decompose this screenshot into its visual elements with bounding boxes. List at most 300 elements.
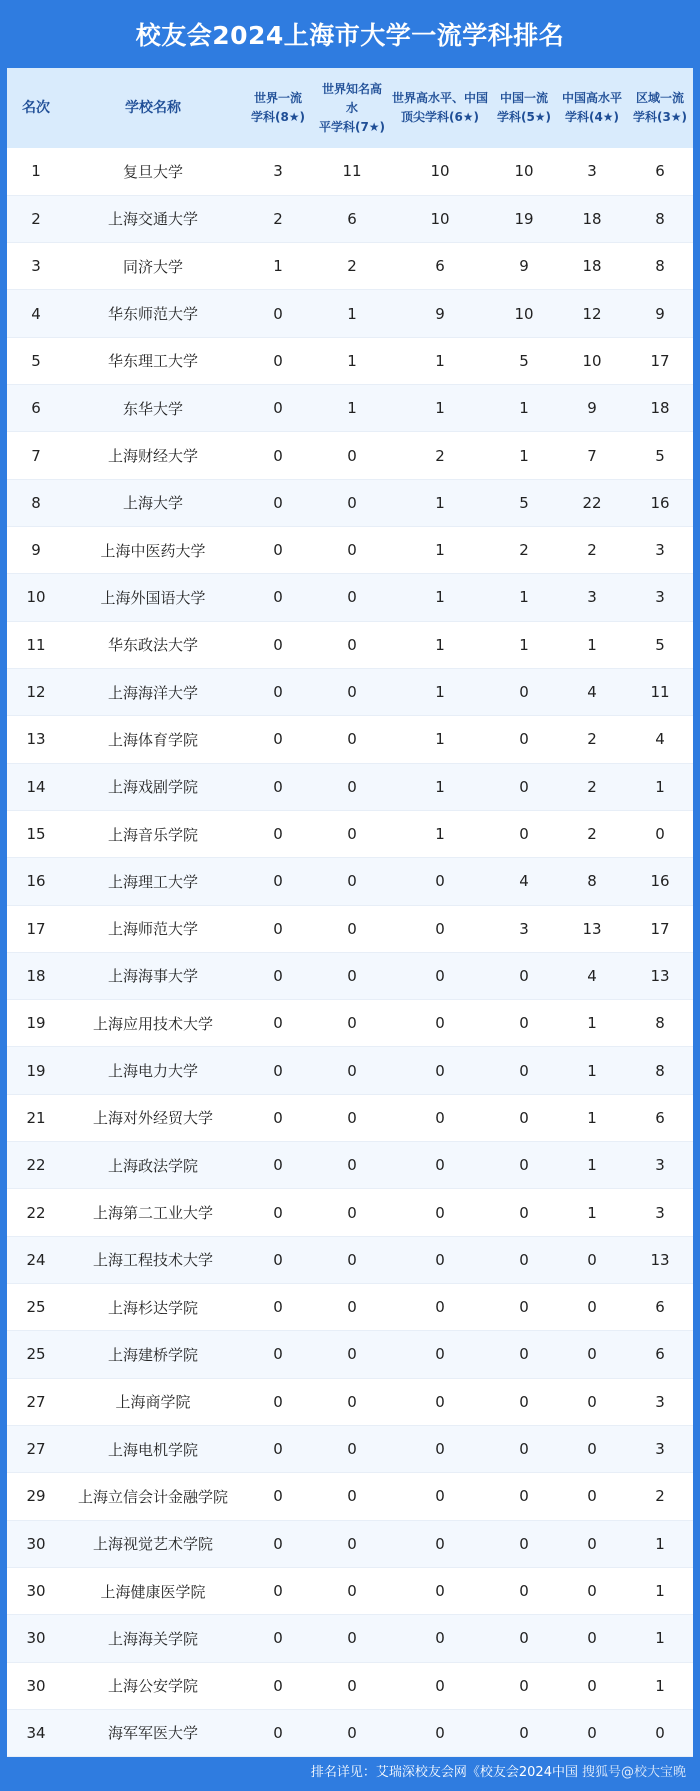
world-renowned-cell: 0 — [315, 668, 389, 715]
china-first-class-cell: 0 — [491, 1615, 557, 1662]
rank-cell: 19 — [7, 1000, 65, 1047]
world-high-level-cell: 1 — [389, 763, 491, 810]
footer-text: 排名详见：艾瑞深校友会网《校友会2024中国 — [310, 1765, 578, 1780]
table-row — [7, 1236, 693, 1283]
rank-cell: 14 — [7, 763, 65, 810]
china-high-level-cell: 1 — [557, 1142, 627, 1189]
world-renowned-cell: 0 — [315, 432, 389, 479]
school-name-cell: 上海音乐学院 — [65, 810, 241, 857]
rank-cell: 4 — [7, 290, 65, 337]
page-title: 校友会2024上海市大学一流学科排名 — [135, 21, 565, 50]
china-high-level-cell: 12 — [557, 290, 627, 337]
world-high-level-cell: 0 — [389, 1000, 491, 1047]
regional-first-class-cell: 0 — [627, 1709, 693, 1756]
school-name-cell: 上海理工大学 — [65, 858, 241, 905]
world-high-level-cell: 0 — [389, 1709, 491, 1756]
school-name-cell: 复旦大学 — [65, 148, 241, 195]
table-row — [7, 1520, 693, 1567]
china-high-level-cell: 0 — [557, 1662, 627, 1709]
china-high-level-cell: 13 — [557, 905, 627, 952]
world-high-level-cell: 0 — [389, 858, 491, 905]
school-name-cell: 上海政法学院 — [65, 1142, 241, 1189]
world-renowned-cell: 0 — [315, 479, 389, 526]
world-renowned-cell: 0 — [315, 1520, 389, 1567]
table-row — [7, 1142, 693, 1189]
china-high-level-cell: 1 — [557, 1047, 627, 1094]
table-row — [7, 574, 693, 621]
regional-first-class-cell: 6 — [627, 1094, 693, 1141]
world-renowned-cell: 0 — [315, 1425, 389, 1472]
school-name-cell: 上海交通大学 — [65, 195, 241, 242]
world-first-class-cell: 3 — [241, 148, 315, 195]
world-renowned-cell: 0 — [315, 905, 389, 952]
china-first-class-cell: 0 — [491, 716, 557, 763]
china-high-level-cell: 1 — [557, 1094, 627, 1141]
world-high-level-cell: 0 — [389, 1189, 491, 1236]
china-first-class-cell: 3 — [491, 905, 557, 952]
world-first-class-cell: 0 — [241, 1142, 315, 1189]
regional-first-class-cell: 1 — [627, 1567, 693, 1614]
table-row — [7, 1567, 693, 1614]
world-first-class-cell: 0 — [241, 1000, 315, 1047]
regional-first-class-cell: 17 — [627, 905, 693, 952]
school-name-cell: 同济大学 — [65, 243, 241, 290]
table-row — [7, 1189, 693, 1236]
school-name-cell: 上海公安学院 — [65, 1662, 241, 1709]
world-first-class-cell: 0 — [241, 905, 315, 952]
world-renowned-cell: 1 — [315, 290, 389, 337]
china-first-class-cell: 0 — [491, 810, 557, 857]
china-high-level-cell: 18 — [557, 243, 627, 290]
rank-cell: 30 — [7, 1520, 65, 1567]
world-first-class-cell: 0 — [241, 621, 315, 668]
world-renowned-cell: 0 — [315, 1047, 389, 1094]
regional-first-class-cell: 1 — [627, 1662, 693, 1709]
world-high-level-cell: 1 — [389, 716, 491, 763]
china-high-level-cell: 0 — [557, 1425, 627, 1472]
regional-first-class-cell: 3 — [627, 527, 693, 574]
regional-first-class-cell: 4 — [627, 716, 693, 763]
world-high-level-cell: 6 — [389, 243, 491, 290]
table-row — [7, 432, 693, 479]
world-renowned-cell: 0 — [315, 810, 389, 857]
world-first-class-cell: 0 — [241, 810, 315, 857]
world-high-level-cell: 0 — [389, 952, 491, 999]
header-world-renowned: 世界知名高水 平学科(7★) — [318, 81, 386, 134]
world-first-class-cell: 0 — [241, 1331, 315, 1378]
header-china-high-level: 中国高水平 学科(4★) — [561, 91, 622, 124]
china-high-level-cell: 3 — [557, 574, 627, 621]
world-high-level-cell: 0 — [389, 1662, 491, 1709]
regional-first-class-cell: 13 — [627, 1236, 693, 1283]
world-high-level-cell: 1 — [389, 479, 491, 526]
china-high-level-cell: 7 — [557, 432, 627, 479]
china-first-class-cell: 0 — [491, 1142, 557, 1189]
regional-first-class-cell: 6 — [627, 148, 693, 195]
header-world-first-class: 世界一流 学科(8★) — [250, 91, 306, 124]
table-row — [7, 1284, 693, 1331]
china-first-class-cell: 0 — [491, 1709, 557, 1756]
china-high-level-cell: 1 — [557, 1000, 627, 1047]
china-first-class-cell: 0 — [491, 1473, 557, 1520]
rank-cell: 1 — [7, 148, 65, 195]
world-high-level-cell: 0 — [389, 905, 491, 952]
world-first-class-cell: 2 — [241, 195, 315, 242]
china-high-level-cell: 4 — [557, 668, 627, 715]
rank-cell: 15 — [7, 810, 65, 857]
header-rank: 名次 — [22, 99, 50, 116]
table-row — [7, 905, 693, 952]
china-first-class-cell: 1 — [491, 432, 557, 479]
table-row — [7, 1378, 693, 1425]
rank-cell: 5 — [7, 337, 65, 384]
table-row — [7, 479, 693, 526]
school-name-cell: 上海师范大学 — [65, 905, 241, 952]
world-high-level-cell: 0 — [389, 1520, 491, 1567]
table-body — [7, 148, 693, 1757]
world-renowned-cell: 0 — [315, 1378, 389, 1425]
world-high-level-cell: 0 — [389, 1047, 491, 1094]
world-renowned-cell: 0 — [315, 716, 389, 763]
world-first-class-cell: 0 — [241, 479, 315, 526]
rank-cell: 24 — [7, 1236, 65, 1283]
rank-cell: 9 — [7, 527, 65, 574]
table-row — [7, 1331, 693, 1378]
rank-cell: 6 — [7, 385, 65, 432]
school-name-cell: 上海杉达学院 — [65, 1284, 241, 1331]
china-high-level-cell: 4 — [557, 952, 627, 999]
school-name-cell: 上海外国语大学 — [65, 574, 241, 621]
china-high-level-cell: 0 — [557, 1331, 627, 1378]
world-renowned-cell: 11 — [315, 148, 389, 195]
china-high-level-cell: 2 — [557, 810, 627, 857]
china-high-level-cell: 0 — [557, 1284, 627, 1331]
world-first-class-cell: 0 — [241, 1615, 315, 1662]
world-high-level-cell: 1 — [389, 385, 491, 432]
table-row — [7, 385, 693, 432]
rank-cell: 30 — [7, 1615, 65, 1662]
rank-cell: 19 — [7, 1047, 65, 1094]
regional-first-class-cell: 0 — [627, 810, 693, 857]
header-world-high-level: 世界高水平、中国 顶尖学科(6★) — [391, 91, 488, 124]
world-high-level-cell: 1 — [389, 574, 491, 621]
regional-first-class-cell: 16 — [627, 858, 693, 905]
world-first-class-cell: 0 — [241, 1473, 315, 1520]
china-first-class-cell: 0 — [491, 763, 557, 810]
world-renowned-cell: 0 — [315, 621, 389, 668]
world-first-class-cell: 0 — [241, 858, 315, 905]
china-first-class-cell: 0 — [491, 1000, 557, 1047]
china-first-class-cell: 0 — [491, 952, 557, 999]
china-high-level-cell: 22 — [557, 479, 627, 526]
rank-cell: 3 — [7, 243, 65, 290]
china-first-class-cell: 1 — [491, 574, 557, 621]
china-high-level-cell: 8 — [557, 858, 627, 905]
world-first-class-cell: 0 — [241, 716, 315, 763]
world-first-class-cell: 0 — [241, 385, 315, 432]
rank-cell: 34 — [7, 1709, 65, 1756]
school-name-cell: 华东理工大学 — [65, 337, 241, 384]
china-first-class-cell: 2 — [491, 527, 557, 574]
china-first-class-cell: 0 — [491, 1047, 557, 1094]
table-row — [7, 763, 693, 810]
world-high-level-cell: 2 — [389, 432, 491, 479]
china-first-class-cell: 0 — [491, 1425, 557, 1472]
china-high-level-cell: 0 — [557, 1520, 627, 1567]
school-name-cell: 上海电机学院 — [65, 1425, 241, 1472]
regional-first-class-cell: 18 — [627, 385, 693, 432]
world-high-level-cell: 10 — [389, 195, 491, 242]
world-high-level-cell: 0 — [389, 1473, 491, 1520]
world-first-class-cell: 0 — [241, 1662, 315, 1709]
world-high-level-cell: 0 — [389, 1094, 491, 1141]
world-renowned-cell: 0 — [315, 1615, 389, 1662]
regional-first-class-cell: 8 — [627, 195, 693, 242]
school-name-cell: 上海工程技术大学 — [65, 1236, 241, 1283]
world-first-class-cell: 0 — [241, 1425, 315, 1472]
regional-first-class-cell: 1 — [627, 1615, 693, 1662]
china-first-class-cell: 0 — [491, 1189, 557, 1236]
table-row — [7, 148, 693, 195]
china-high-level-cell: 0 — [557, 1567, 627, 1614]
table-row — [7, 1047, 693, 1094]
china-first-class-cell: 0 — [491, 1662, 557, 1709]
world-renowned-cell: 0 — [315, 527, 389, 574]
regional-first-class-cell: 6 — [627, 1331, 693, 1378]
school-name-cell: 上海商学院 — [65, 1378, 241, 1425]
school-name-cell: 上海视觉艺术学院 — [65, 1520, 241, 1567]
world-renowned-cell: 0 — [315, 1094, 389, 1141]
rank-cell: 7 — [7, 432, 65, 479]
world-renowned-cell: 0 — [315, 763, 389, 810]
table-row — [7, 290, 693, 337]
school-name-cell: 上海对外经贸大学 — [65, 1094, 241, 1141]
regional-first-class-cell: 3 — [627, 1425, 693, 1472]
ranking-table-container — [7, 68, 693, 1750]
table-row — [7, 1094, 693, 1141]
table-row — [7, 527, 693, 574]
china-high-level-cell: 0 — [557, 1615, 627, 1662]
school-name-cell: 东华大学 — [65, 385, 241, 432]
rank-cell: 16 — [7, 858, 65, 905]
ranking-table — [7, 68, 693, 1757]
world-high-level-cell: 0 — [389, 1425, 491, 1472]
world-first-class-cell: 0 — [241, 952, 315, 999]
china-first-class-cell: 9 — [491, 243, 557, 290]
world-high-level-cell: 0 — [389, 1615, 491, 1662]
regional-first-class-cell: 3 — [627, 574, 693, 621]
regional-first-class-cell: 3 — [627, 1378, 693, 1425]
world-first-class-cell: 0 — [241, 1284, 315, 1331]
rank-cell: 11 — [7, 621, 65, 668]
world-renowned-cell: 0 — [315, 1236, 389, 1283]
school-name-cell: 上海建桥学院 — [65, 1331, 241, 1378]
school-name-cell: 上海体育学院 — [65, 716, 241, 763]
table-row — [7, 1662, 693, 1709]
school-name-cell: 上海立信会计金融学院 — [65, 1473, 241, 1520]
world-renowned-cell: 0 — [315, 1142, 389, 1189]
watermark: 搜狐号@校大宝晚 — [581, 1765, 686, 1780]
world-first-class-cell: 0 — [241, 1567, 315, 1614]
school-name-cell: 上海财经大学 — [65, 432, 241, 479]
world-high-level-cell: 1 — [389, 668, 491, 715]
world-high-level-cell: 1 — [389, 621, 491, 668]
rank-cell: 13 — [7, 716, 65, 763]
school-name-cell: 上海健康医学院 — [65, 1567, 241, 1614]
world-renowned-cell: 1 — [315, 337, 389, 384]
regional-first-class-cell: 5 — [627, 432, 693, 479]
china-first-class-cell: 5 — [491, 337, 557, 384]
china-high-level-cell: 2 — [557, 716, 627, 763]
world-high-level-cell: 0 — [389, 1236, 491, 1283]
table-row — [7, 668, 693, 715]
header-school-name: 学校名称 — [125, 99, 181, 116]
world-high-level-cell: 0 — [389, 1378, 491, 1425]
table-row — [7, 337, 693, 384]
school-name-cell: 上海电力大学 — [65, 1047, 241, 1094]
world-high-level-cell: 0 — [389, 1331, 491, 1378]
table-row — [7, 243, 693, 290]
china-high-level-cell: 0 — [557, 1473, 627, 1520]
china-high-level-cell: 1 — [557, 621, 627, 668]
world-renowned-cell: 0 — [315, 1284, 389, 1331]
regional-first-class-cell: 3 — [627, 1189, 693, 1236]
school-name-cell: 上海海关学院 — [65, 1615, 241, 1662]
school-name-cell: 上海大学 — [65, 479, 241, 526]
world-first-class-cell: 0 — [241, 1094, 315, 1141]
china-high-level-cell: 1 — [557, 1189, 627, 1236]
rank-cell: 25 — [7, 1331, 65, 1378]
china-first-class-cell: 0 — [491, 1094, 557, 1141]
rank-cell: 22 — [7, 1189, 65, 1236]
china-first-class-cell: 0 — [491, 1236, 557, 1283]
school-name-cell: 华东师范大学 — [65, 290, 241, 337]
world-renowned-cell: 0 — [315, 574, 389, 621]
world-first-class-cell: 0 — [241, 527, 315, 574]
china-first-class-cell: 0 — [491, 1520, 557, 1567]
world-first-class-cell: 0 — [241, 1236, 315, 1283]
china-high-level-cell: 0 — [557, 1709, 627, 1756]
china-high-level-cell: 2 — [557, 763, 627, 810]
table-row — [7, 716, 693, 763]
rank-cell: 2 — [7, 195, 65, 242]
table-row — [7, 952, 693, 999]
school-name-cell: 上海第二工业大学 — [65, 1189, 241, 1236]
china-first-class-cell: 1 — [491, 385, 557, 432]
table-row — [7, 621, 693, 668]
table-row — [7, 1000, 693, 1047]
regional-first-class-cell: 8 — [627, 1047, 693, 1094]
world-renowned-cell: 0 — [315, 952, 389, 999]
table-row — [7, 810, 693, 857]
world-high-level-cell: 1 — [389, 810, 491, 857]
table-row — [7, 1615, 693, 1662]
regional-first-class-cell: 6 — [627, 1284, 693, 1331]
school-name-cell: 上海戏剧学院 — [65, 763, 241, 810]
china-high-level-cell: 3 — [557, 148, 627, 195]
regional-first-class-cell: 2 — [627, 1473, 693, 1520]
world-high-level-cell: 0 — [389, 1142, 491, 1189]
regional-first-class-cell: 3 — [627, 1142, 693, 1189]
world-high-level-cell: 1 — [389, 337, 491, 384]
rank-cell: 22 — [7, 1142, 65, 1189]
world-renowned-cell: 0 — [315, 858, 389, 905]
school-name-cell: 上海应用技术大学 — [65, 1000, 241, 1047]
world-renowned-cell: 6 — [315, 195, 389, 242]
china-first-class-cell: 19 — [491, 195, 557, 242]
world-high-level-cell: 0 — [389, 1284, 491, 1331]
china-first-class-cell: 0 — [491, 1284, 557, 1331]
world-renowned-cell: 1 — [315, 385, 389, 432]
regional-first-class-cell: 16 — [627, 479, 693, 526]
source-footer — [0, 1750, 700, 1791]
china-high-level-cell: 9 — [557, 385, 627, 432]
world-first-class-cell: 0 — [241, 1047, 315, 1094]
regional-first-class-cell: 11 — [627, 668, 693, 715]
regional-first-class-cell: 8 — [627, 1000, 693, 1047]
header-regional-first-class: 区域一流 学科(3★) — [632, 91, 688, 124]
world-first-class-cell: 0 — [241, 1378, 315, 1425]
china-first-class-cell: 0 — [491, 668, 557, 715]
table-row — [7, 858, 693, 905]
rank-cell: 10 — [7, 574, 65, 621]
school-name-cell: 华东政法大学 — [65, 621, 241, 668]
world-renowned-cell: 0 — [315, 1473, 389, 1520]
china-high-level-cell: 0 — [557, 1236, 627, 1283]
rank-cell: 18 — [7, 952, 65, 999]
header-china-first-class: 中国一流 学科(5★) — [496, 91, 552, 124]
rank-cell: 30 — [7, 1662, 65, 1709]
school-name-cell: 海军军医大学 — [65, 1709, 241, 1756]
table-row — [7, 1425, 693, 1472]
regional-first-class-cell: 1 — [627, 763, 693, 810]
world-renowned-cell: 0 — [315, 1189, 389, 1236]
world-first-class-cell: 0 — [241, 763, 315, 810]
china-first-class-cell: 10 — [491, 290, 557, 337]
table-header-row — [7, 68, 693, 148]
china-first-class-cell: 0 — [491, 1378, 557, 1425]
china-first-class-cell: 5 — [491, 479, 557, 526]
world-renowned-cell: 0 — [315, 1331, 389, 1378]
rank-cell: 25 — [7, 1284, 65, 1331]
world-high-level-cell: 10 — [389, 148, 491, 195]
world-renowned-cell: 0 — [315, 1567, 389, 1614]
world-first-class-cell: 0 — [241, 432, 315, 479]
regional-first-class-cell: 9 — [627, 290, 693, 337]
china-high-level-cell: 0 — [557, 1378, 627, 1425]
world-renowned-cell: 0 — [315, 1000, 389, 1047]
world-first-class-cell: 0 — [241, 290, 315, 337]
world-high-level-cell: 9 — [389, 290, 491, 337]
world-high-level-cell: 0 — [389, 1567, 491, 1614]
world-first-class-cell: 1 — [241, 243, 315, 290]
china-first-class-cell: 10 — [491, 148, 557, 195]
rank-cell: 27 — [7, 1425, 65, 1472]
rank-cell: 29 — [7, 1473, 65, 1520]
rank-cell: 21 — [7, 1094, 65, 1141]
school-name-cell: 上海海事大学 — [65, 952, 241, 999]
china-high-level-cell: 10 — [557, 337, 627, 384]
world-first-class-cell: 0 — [241, 574, 315, 621]
rank-cell: 27 — [7, 1378, 65, 1425]
china-first-class-cell: 0 — [491, 1567, 557, 1614]
world-first-class-cell: 0 — [241, 337, 315, 384]
world-renowned-cell: 2 — [315, 243, 389, 290]
world-first-class-cell: 0 — [241, 1520, 315, 1567]
world-first-class-cell: 0 — [241, 668, 315, 715]
regional-first-class-cell: 8 — [627, 243, 693, 290]
world-renowned-cell: 0 — [315, 1709, 389, 1756]
